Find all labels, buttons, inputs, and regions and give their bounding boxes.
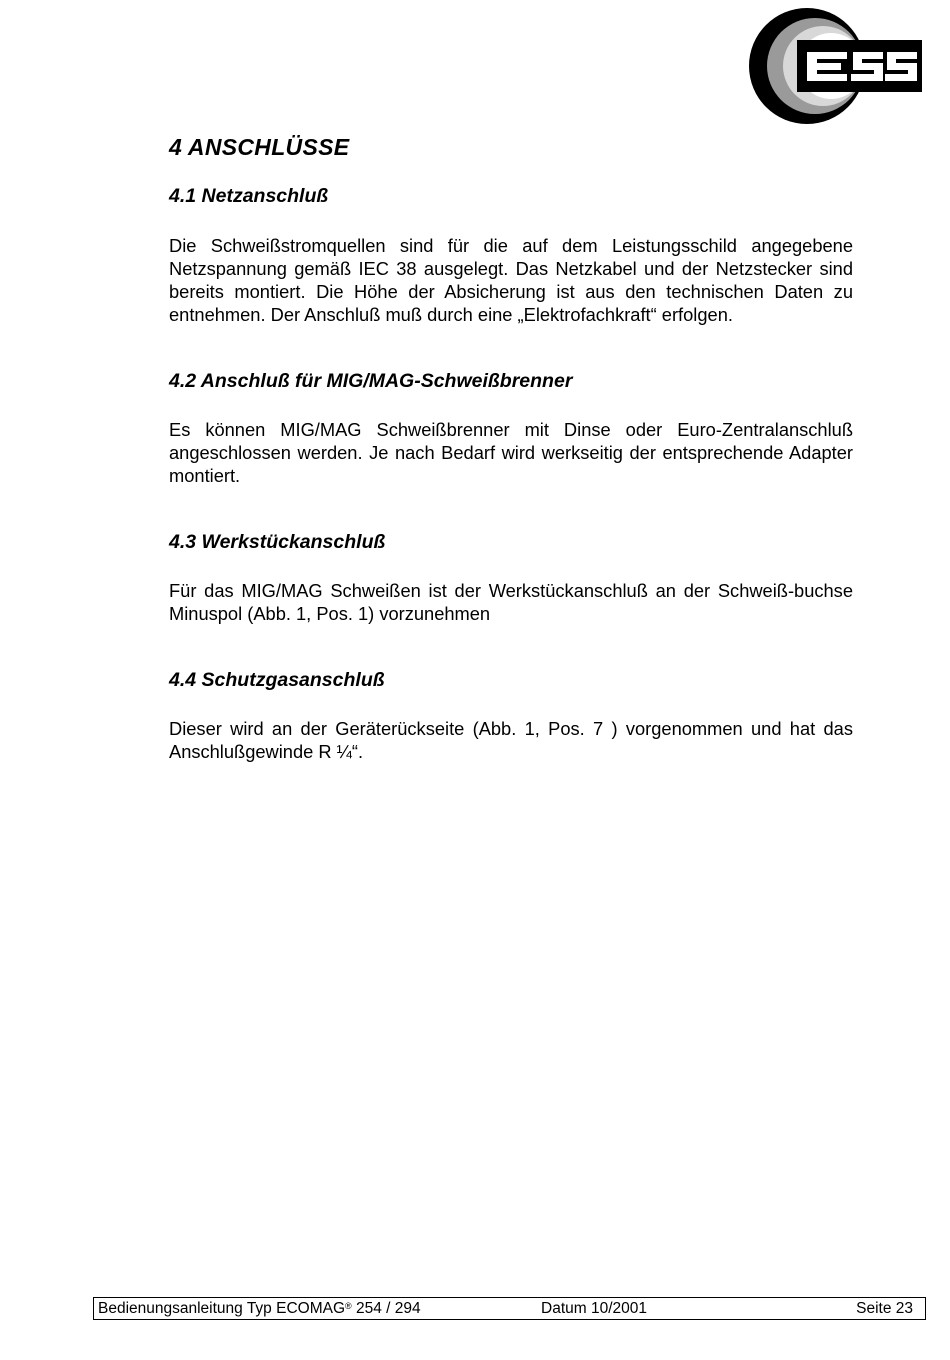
ess-logo (745, 6, 925, 126)
section-text-4-1: Die Schweißstromquellen sind für die auf dem Leistungsschild angegebene Netzspannung gemäß IEC 38 ausgelegt. Das Netzkabel und der Netzstecker sind bereits montiert. Die Höhe der Absicherung ist aus den technischen Daten zu entnehmen. Der Anschluß muß durch eine „Elektrofachkraft“ erfolgen. (169, 235, 853, 325)
page-footer (93, 1297, 926, 1320)
footer-doc-suffix: 254 / 294 (351, 1300, 421, 1317)
footer-doc-prefix: Bedienungsanleitung Typ ECOMAG (98, 1300, 346, 1317)
page-content (169, 134, 853, 763)
footer-date: Datum 10/2001 (541, 1300, 647, 1317)
footer-document-name (98, 1299, 421, 1319)
footer-page-number: Seite 23 (856, 1300, 913, 1317)
section-title-4-3: 4.3 Werkstückanschluß (169, 531, 386, 553)
section-text-4-2: Es können MIG/MAG Schweißbrenner mit Dinse oder Euro-Zentralanschluß angeschlossen werden. Je nach Bedarf wird werkseitig der entsprechende Adapter montiert. (169, 419, 853, 486)
section-title-4-1: 4.1 Netzanschluß (169, 185, 329, 207)
registered-mark: ® (345, 1301, 352, 1311)
chapter-title: 4 ANSCHLÜSSE (169, 134, 350, 160)
section-title-4-2: 4.2 Anschluß für MIG/MAG-Schweißbrenner (169, 370, 573, 392)
section-text-4-3: Für das MIG/MAG Schweißen ist der Werkstückanschluß an der Schweiß-buchse Minuspol (Abb. 1, Pos. 1) vorzunehmen (169, 580, 853, 624)
section-title-4-4: 4.4 Schutzgasanschluß (169, 669, 385, 691)
section-text-4-4: Dieser wird an der Geräterückseite (Abb. 1, Pos. 7 ) vorgenommen und hat das Anschlußgewinde R ¼“. (169, 718, 853, 762)
